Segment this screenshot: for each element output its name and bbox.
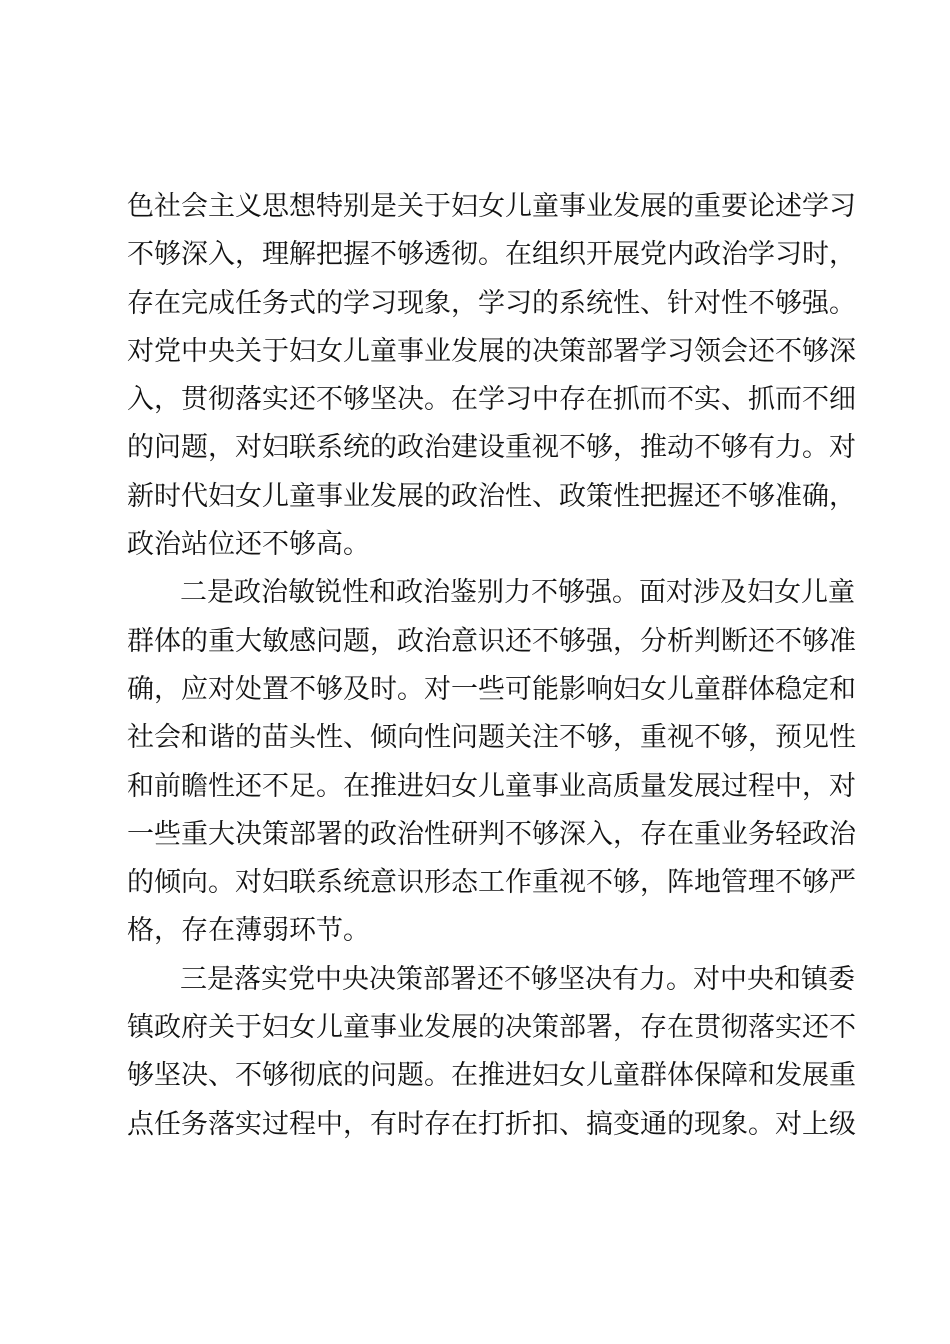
text-line: 的问题，对妇联系统的政治建设重视不够，推动不够有力。对 <box>127 432 856 464</box>
text-line: 镇政府关于妇女儿童事业发展的决策部署，存在贯彻落实还不 <box>127 1012 856 1044</box>
paragraph-end-line: 政治站位还不够高。 <box>127 529 370 561</box>
text-line: 确，应对处置不够及时。对一些可能影响妇女儿童群体稳定和 <box>127 673 856 705</box>
paragraph-end-line: 格，存在薄弱环节。 <box>127 915 370 947</box>
text-line: 点任务落实过程中，有时存在打折扣、搞变通的现象。对上级 <box>127 1108 856 1140</box>
paragraph-start-line: 二是政治敏锐性和政治鉴别力不够强。面对涉及妇女儿童 <box>180 577 855 609</box>
text-line: 的倾向。对妇联系统意识形态工作重视不够，阵地管理不够严 <box>127 867 856 899</box>
text-line: 对党中央关于妇女儿童事业发展的决策部署学习领会还不够深 <box>127 335 856 367</box>
text-line: 一些重大决策部署的政治性研判不够深入，存在重业务轻政治 <box>127 818 856 850</box>
paragraph-start-line: 三是落实党中央决策部署还不够坚决有力。对中央和镇委 <box>180 963 855 995</box>
text-line: 不够深入，理解把握不够透彻。在组织开展党内政治学习时， <box>127 239 856 271</box>
body-text <box>127 183 856 1149</box>
text-line: 存在完成任务式的学习现象，学习的系统性、针对性不够强。 <box>127 287 856 319</box>
text-line: 入，贯彻落实还不够坚决。在学习中存在抓而不实、抓而不细 <box>127 384 856 416</box>
text-line: 和前瞻性还不足。在推进妇女儿童事业高质量发展过程中，对 <box>127 770 856 802</box>
text-line: 够坚决、不够彻底的问题。在推进妇女儿童群体保障和发展重 <box>127 1060 856 1092</box>
text-line: 社会和谐的苗头性、倾向性问题关注不够，重视不够，预见性 <box>127 722 856 754</box>
text-line: 群体的重大敏感问题，政治意识还不够强，分析判断还不够准 <box>127 625 856 657</box>
text-line: 色社会主义思想特别是关于妇女儿童事业发展的重要论述学习 <box>127 191 856 222</box>
text-line: 新时代妇女儿童事业发展的政治性、政策性把握还不够准确， <box>127 480 856 512</box>
